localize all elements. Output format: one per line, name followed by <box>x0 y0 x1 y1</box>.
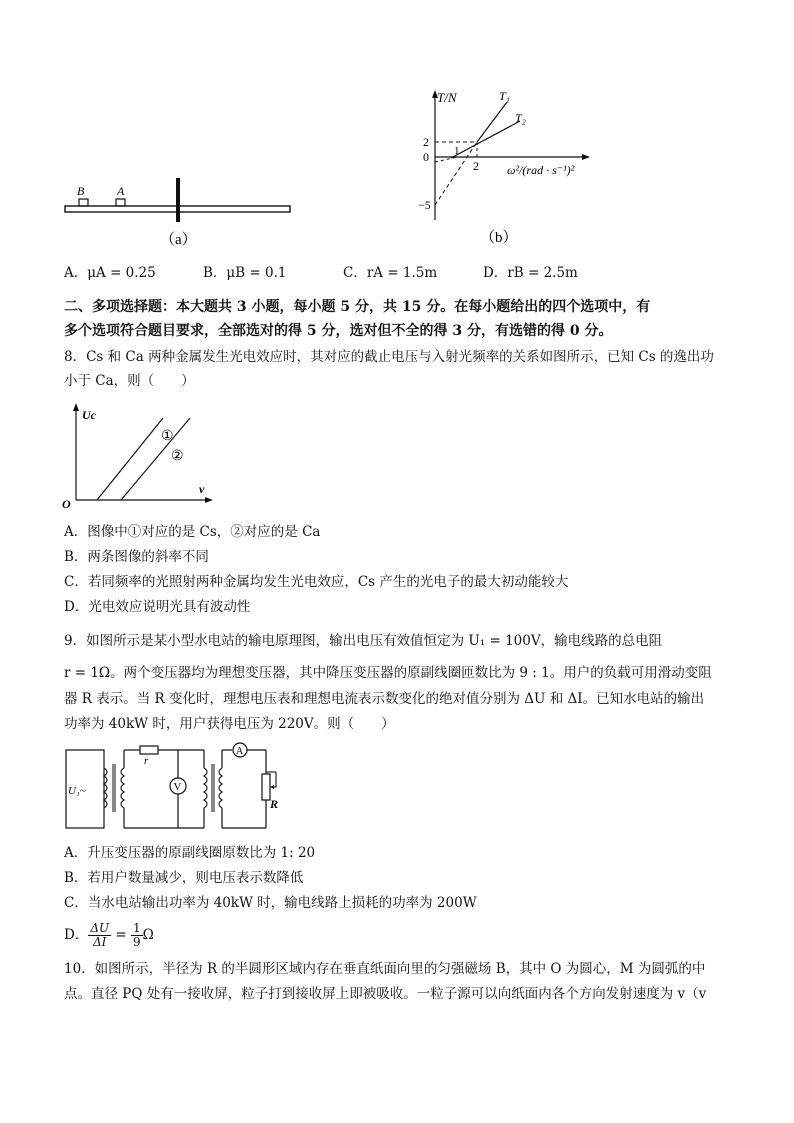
q9-circuit-figure <box>62 742 292 834</box>
q8-origin: O <box>62 497 71 510</box>
q9-option-d-prefix: D． <box>64 927 89 943</box>
q7-option-c[interactable]: C．rA = 1.5m <box>343 265 438 281</box>
q8-line-1 <box>97 418 163 500</box>
q9-option-a[interactable]: A．升压变压器的原副线圈原数比为 1: 20 <box>64 845 316 861</box>
x-axis-arrow <box>582 154 590 160</box>
tick-x1: 1 <box>454 145 460 157</box>
r-label: r <box>144 755 149 767</box>
label-b: B <box>77 184 85 198</box>
ammeter-label: A <box>236 746 244 757</box>
q9-stem-line4: 功率为 40kW 时，用户获得电压为 220V。则（ ） <box>64 716 395 732</box>
q9-stem-line2: r = 1Ω。两个变压器均为理想变压器，其中降压变压器的原副线圈匝数比为 9 : 1。用户的负载可用滑动变阻 <box>64 665 712 681</box>
tick-0: 0 <box>423 150 429 164</box>
q9-option-b[interactable]: B．若用户数量减少，则电压表示数降低 <box>64 870 304 886</box>
q8-x-arrow <box>205 497 213 503</box>
stepdown-primary-coil <box>204 768 207 808</box>
rheostat-slider-arrow <box>270 785 274 789</box>
tick-x2: 2 <box>473 159 479 173</box>
caption-b: （b） <box>480 230 518 246</box>
q8-option-c[interactable]: C．若同频率的光照射两种金属均发生光电效应，Cs 产生的光电子的最大初动能较大 <box>64 574 569 590</box>
tick-minus5: −5 <box>418 198 431 212</box>
block-a <box>116 199 125 206</box>
q9-option-d[interactable] <box>64 918 154 952</box>
ohm-unit: Ω <box>142 927 154 943</box>
line-resistor <box>140 746 158 754</box>
section2-heading-line2: 多个选项符合题目要求，全部选对的得 5 分，选对但不全的得 3 分，有选错的得 0 分。 <box>64 323 613 339</box>
section2-heading-line1: 二、多项选择题：本大题共 3 小题，每小题 5 分，共 15 分。在每小题给出的四个选项中，有 <box>64 299 651 315</box>
q8-stem-line2: 小于 Ca，则（ ） <box>64 373 195 389</box>
q8-x-label: ν <box>199 482 205 496</box>
frac-den2: 9 <box>133 935 141 949</box>
stepdown-secondary-coil <box>219 768 222 808</box>
voltmeter-label: V <box>173 781 182 793</box>
t1-label: T₁ <box>499 89 510 103</box>
rheostat <box>262 774 270 800</box>
q8-option-b[interactable]: B．两条图像的斜率不同 <box>64 549 209 565</box>
q8-option-a[interactable]: A．图像中①对应的是 Cs，②对应的是 Ca <box>64 524 321 540</box>
label-a: A <box>117 184 125 198</box>
tick-2: 2 <box>423 135 429 149</box>
q8-option-d[interactable]: D．光电效应说明光具有波动性 <box>64 599 251 615</box>
delta-u-over-delta-i <box>88 922 111 949</box>
q10-stem-line1: 10．如图所示，半径为 R 的半圆形区域内存在垂直纸面向里的匀强磁场 B，其中 O 为圆心，M 为圆弧的中 <box>64 961 706 977</box>
q8-label-1: ① <box>161 429 174 444</box>
frac-num: ΔU <box>90 921 110 935</box>
figure-b <box>415 85 605 250</box>
u1-label: U₁~ <box>68 785 86 797</box>
rheostat-slider <box>271 772 276 787</box>
q8-y-label: Uc <box>82 408 96 422</box>
q9-option-c[interactable]: C．当水电站输出功率为 40kW 时，输电线路上损耗的功率为 200W <box>64 895 477 911</box>
q9-stem-line1: 9．如图所示是某小型水电站的输电原理图，输出电压有效值恒定为 U₁ = 100V，输电线路的总电阻 <box>64 633 663 649</box>
q7-option-d[interactable]: D．rB = 2.5m <box>483 265 578 281</box>
t2-line <box>451 121 520 158</box>
q8-y-arrow <box>73 403 79 411</box>
q10-stem-line2: 点。直径 PQ 处有一接收屏，粒子打到接收屏上即被吸收。一粒子源可以向纸面内各个方向发射速度为 v（v <box>64 986 707 1002</box>
figure-a <box>60 170 300 250</box>
one-ninth <box>131 922 143 949</box>
t2-label: T₂ <box>515 111 526 125</box>
stepup-secondary-coil <box>121 768 124 808</box>
block-b <box>79 199 88 206</box>
t2-dashed <box>435 157 457 162</box>
x-label: ω²/(rad · s⁻¹)² <box>507 163 575 177</box>
rheostat-label: R <box>270 797 279 811</box>
q8-figure <box>60 400 220 510</box>
frac-num2: 1 <box>133 921 141 935</box>
q9-stem-line3: 器 R 表示。当 R 变化时，理想电压表和理想电流表示数变化的绝对值分别为 ΔU 和 ΔI。已知水电站的输出 <box>64 691 705 707</box>
frac-den: ΔI <box>93 935 107 949</box>
q7-option-b[interactable]: B．μB = 0.1 <box>203 265 287 281</box>
q7-option-a[interactable]: A．μA = 0.25 <box>64 265 156 281</box>
q8-stem-line1: 8．Cs 和 Ca 两种金属发生光电效应时，其对应的截止电压与入射光频率的关系如图所示，已知 Cs 的逸出功 <box>64 349 714 365</box>
equals: = <box>115 927 127 943</box>
y-label: T/N <box>437 90 457 105</box>
caption-a: （a） <box>160 232 197 248</box>
q8-label-2: ② <box>171 449 184 464</box>
